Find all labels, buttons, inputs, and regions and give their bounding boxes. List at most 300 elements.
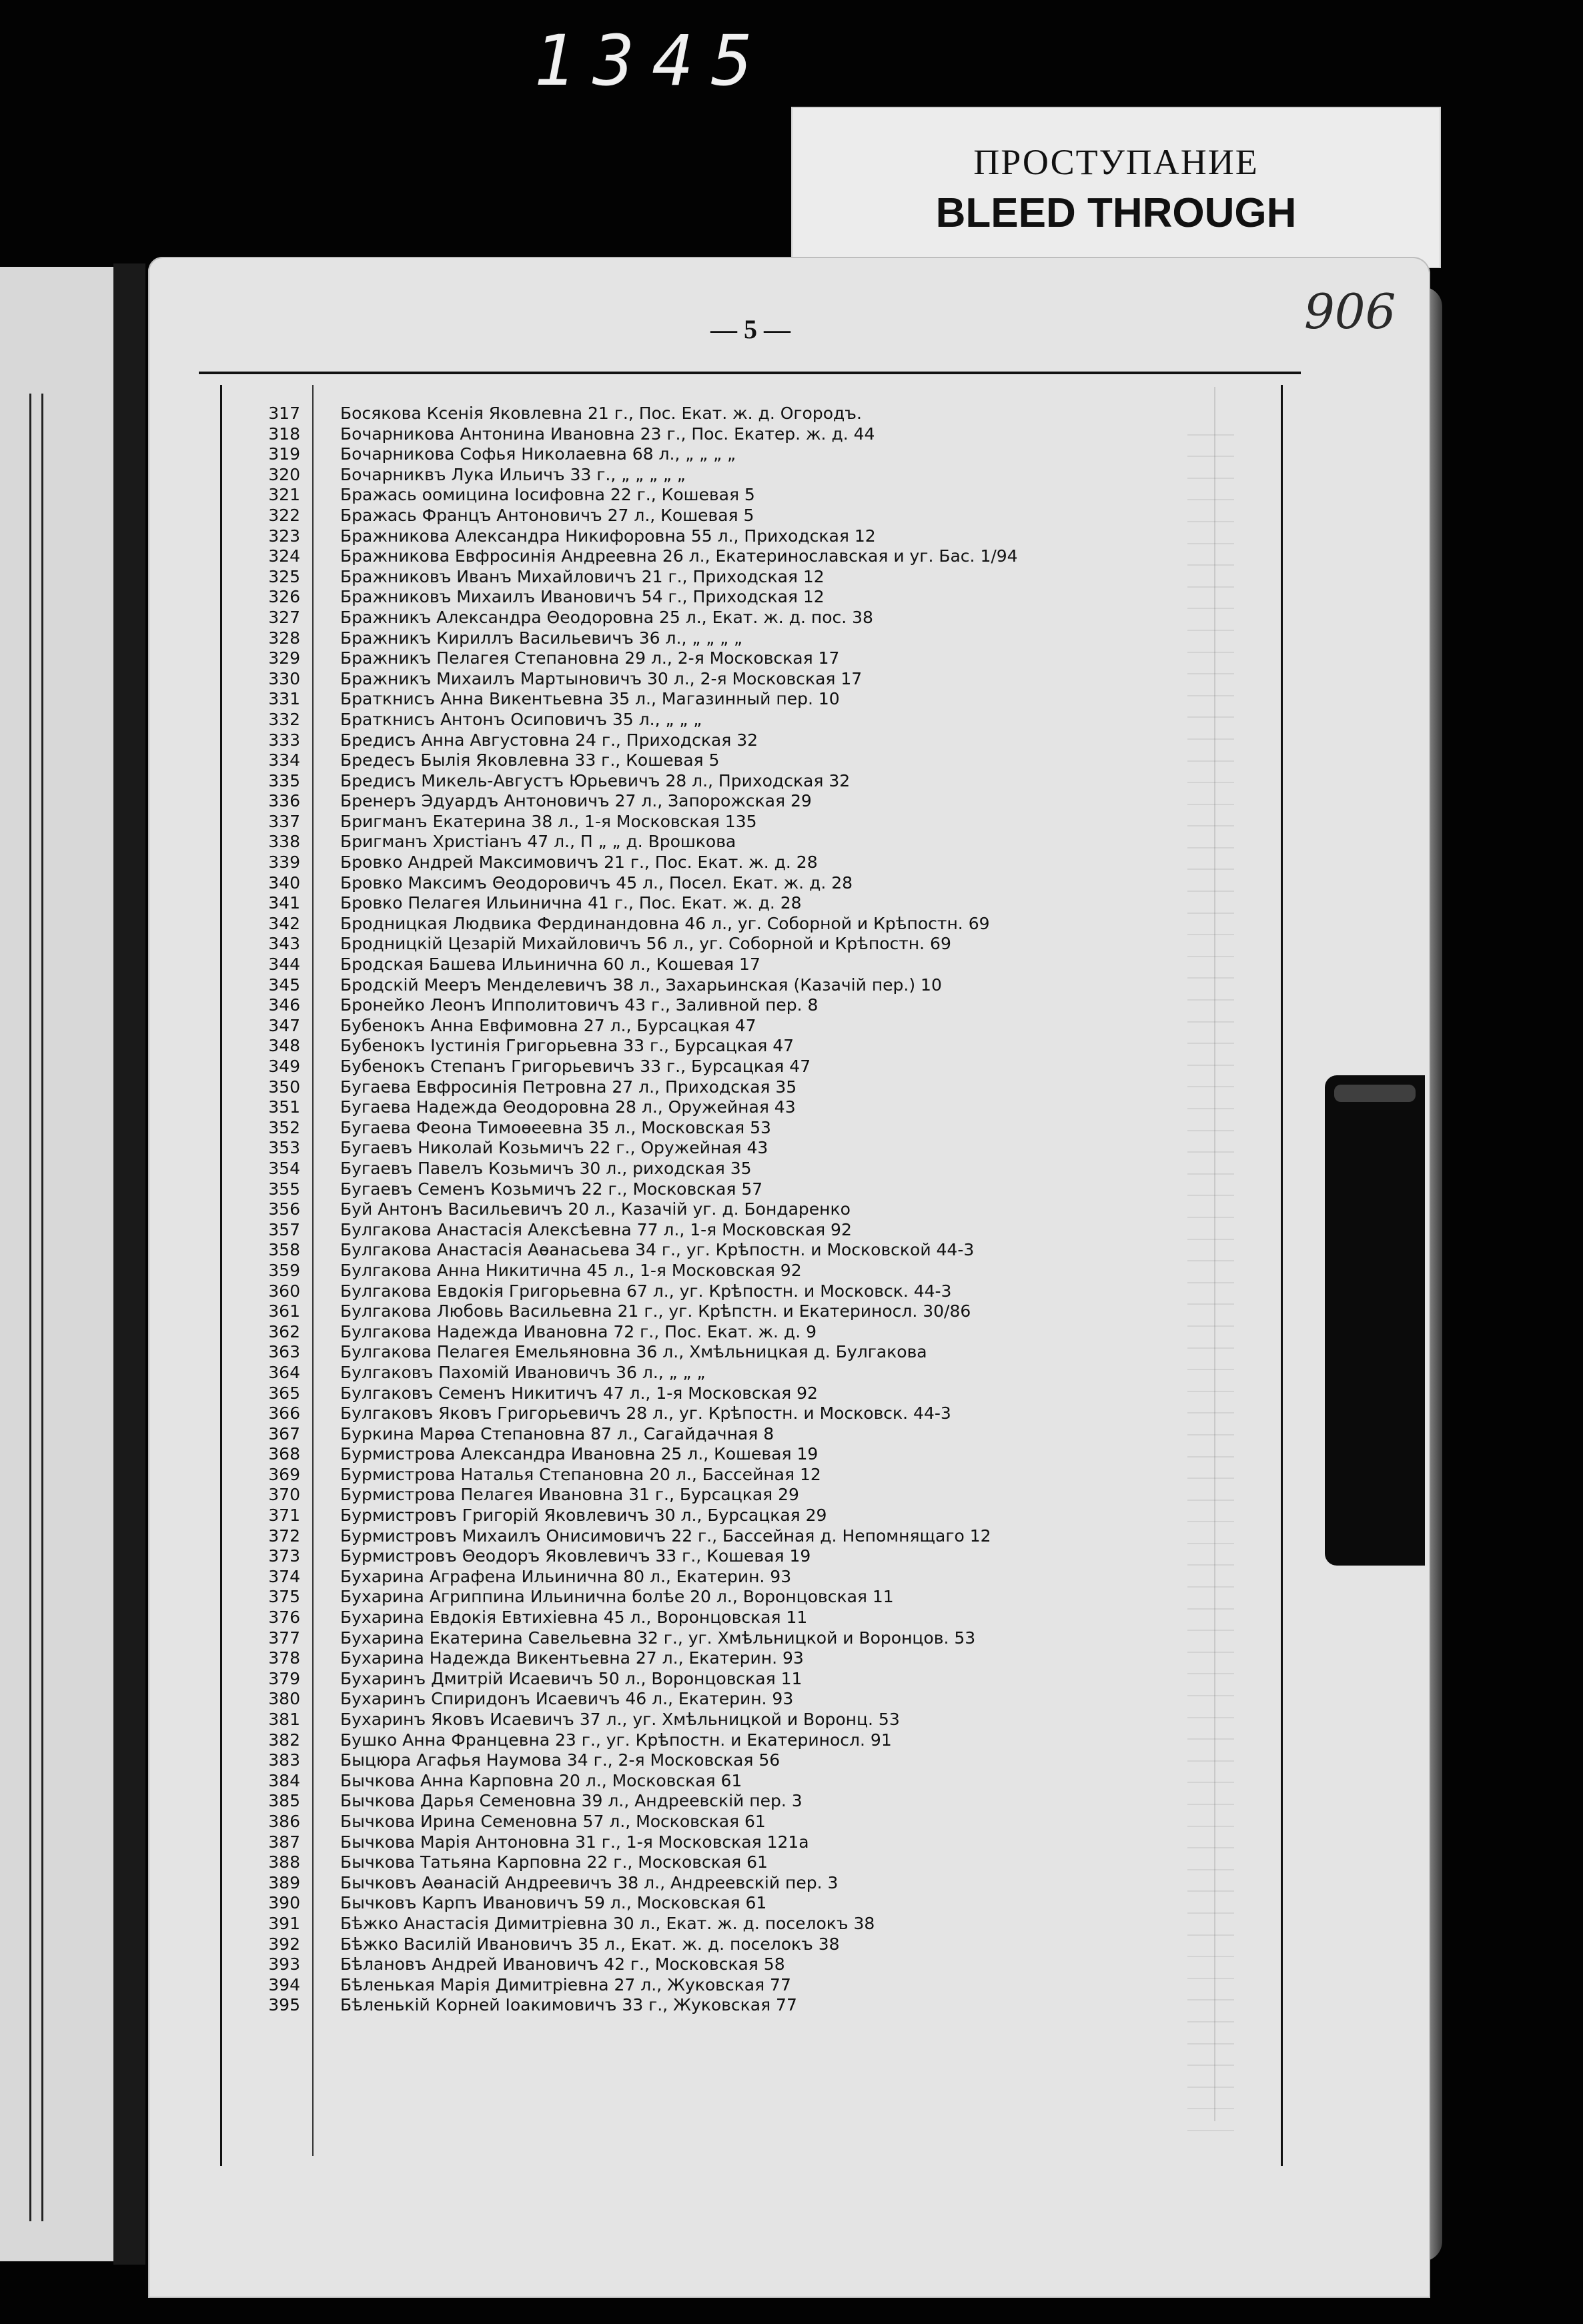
list-item bbox=[240, 648, 1187, 669]
entry-text: Бригманъ Христіанъ 47 л., П „ „ д. Врошкова bbox=[340, 832, 736, 852]
entry-number: 326 bbox=[268, 587, 300, 607]
entry-text: Бровко Пелагея Ильинична 41 г., Пос. Екат. ж. д. 28 bbox=[340, 893, 802, 913]
entry-text: Бычковъ Карпъ Ивановичъ 59 л., Московская 61 bbox=[340, 1893, 767, 1913]
entry-number: 323 bbox=[268, 526, 300, 546]
entry-text: Босякова Ксенія Яковлевна 21 г., Пос. Екат. ж. д. Огородъ. bbox=[340, 404, 862, 423]
bleed-ghost-line bbox=[1187, 848, 1234, 870]
entry-number: 334 bbox=[268, 750, 300, 770]
bleed-ghost-line bbox=[1187, 1066, 1234, 1088]
list-item bbox=[240, 832, 1187, 852]
entry-number: 346 bbox=[268, 995, 300, 1015]
entry-text: Бражникъ Михаилъ Мартыновичъ 30 л., 2-я Московская 17 bbox=[340, 668, 863, 688]
list-item bbox=[240, 1424, 1187, 1445]
list-item bbox=[240, 1730, 1187, 1751]
bleed-ghost-line bbox=[1187, 1610, 1234, 1632]
entry-text: Булгакова Анастасія Аѳанасьева 34 г., уг. Крѣпостн. и Московской 44-3 bbox=[340, 1240, 975, 1260]
binder-clip bbox=[1325, 1075, 1425, 1566]
list-item bbox=[240, 669, 1187, 690]
entry-text: Быцюра Агафья Наумова 34 г., 2-я Московская 56 bbox=[340, 1750, 780, 1770]
list-item bbox=[240, 710, 1187, 730]
bleed-ghost-line bbox=[1187, 783, 1234, 805]
entry-text: Бурмистрова Пелагея Ивановна 31 г., Бурсацкая 29 bbox=[340, 1485, 799, 1505]
list-item bbox=[240, 1852, 1187, 1873]
bleed-ghost-line bbox=[1187, 1413, 1234, 1435]
bleed-ghost-line bbox=[1187, 1740, 1234, 1762]
bleed-ghost-line bbox=[1187, 1501, 1234, 1523]
entry-number: 393 bbox=[268, 1954, 300, 1974]
bleed-ghost-line bbox=[1187, 1392, 1234, 1414]
entry-text: Бычкова Дарья Семеновна 39 л., Андреевскій пер. 3 bbox=[340, 1791, 803, 1811]
bleed-ghost-line bbox=[1187, 1458, 1234, 1480]
list-item bbox=[240, 1485, 1187, 1506]
entry-text: Бровко Андрей Максимовичъ 21 г., Пос. Екат. ж. д. 28 bbox=[340, 852, 818, 873]
entry-number: 329 bbox=[268, 648, 300, 668]
entry-number: 328 bbox=[268, 628, 300, 648]
entry-number: 332 bbox=[268, 709, 300, 729]
entry-text: Бурмистровъ Θеодоръ Яковлевичъ 33 г., Кошевая 19 bbox=[340, 1546, 811, 1566]
bleed-ghost-line bbox=[1187, 1653, 1234, 1675]
list-item bbox=[240, 1077, 1187, 1098]
entry-number: 354 bbox=[268, 1158, 300, 1178]
list-item bbox=[240, 444, 1187, 465]
entry-text: Бугаевъ Николай Козьмичъ 22 г., Оружейная 43 bbox=[340, 1138, 768, 1158]
bleed-ghost-line bbox=[1187, 805, 1234, 827]
entry-number: 340 bbox=[268, 873, 300, 893]
entry-number: 373 bbox=[268, 1546, 300, 1566]
entry-text: Бражниковъ Иванъ Михайловичъ 21 г., Приходская 12 bbox=[340, 566, 825, 586]
entry-number: 395 bbox=[268, 1995, 300, 2015]
list-item bbox=[240, 934, 1187, 955]
bleed-ghost-line bbox=[1187, 1762, 1234, 1784]
entry-number: 385 bbox=[268, 1791, 300, 1811]
resident-list bbox=[240, 404, 1187, 2016]
entry-number: 353 bbox=[268, 1138, 300, 1158]
entry-number: 367 bbox=[268, 1423, 300, 1443]
bleed-ghost-line bbox=[1187, 522, 1234, 544]
list-item bbox=[240, 1567, 1187, 1588]
list-item bbox=[240, 1240, 1187, 1261]
bleed-ghost-line bbox=[1187, 1957, 1234, 1979]
list-item bbox=[240, 689, 1187, 710]
entry-text: Бугаева Евфросинія Петровна 27 л., Приходская 35 bbox=[340, 1077, 797, 1097]
bleed-ghost-line bbox=[1187, 1892, 1234, 1914]
entry-text: Бухарина Агриппина Ильинична болѣе 20 л., Воронцовская 11 bbox=[340, 1587, 894, 1607]
list-item bbox=[240, 914, 1187, 935]
bleed-ghost-line bbox=[1187, 1196, 1234, 1218]
entry-number: 355 bbox=[268, 1179, 300, 1199]
entry-number: 344 bbox=[268, 955, 300, 975]
list-item bbox=[240, 995, 1187, 1016]
bleed-ghost-line bbox=[1187, 1848, 1234, 1870]
entry-number: 319 bbox=[268, 444, 300, 464]
bleed-ghost-line bbox=[1187, 653, 1234, 675]
entry-number: 390 bbox=[268, 1893, 300, 1913]
list-item bbox=[240, 1261, 1187, 1281]
list-item bbox=[240, 1220, 1187, 1241]
entry-text: Булгакова Пелагея Емельяновна 36 л., Хмѣльницкая д. Булгакова bbox=[340, 1342, 927, 1362]
bleed-ghost-line bbox=[1187, 500, 1234, 522]
bleed-ghost-line bbox=[1187, 1087, 1234, 1109]
entry-number: 388 bbox=[268, 1852, 300, 1872]
entry-text: Бродскій Мееръ Менделевичъ 38 л., Захарьинская (Казачій пер.) 10 bbox=[340, 975, 942, 995]
bleed-ghost-line bbox=[1187, 1240, 1234, 1262]
bleed-ghost-line bbox=[1187, 1044, 1234, 1066]
bleed-ghost-line bbox=[1187, 1218, 1234, 1240]
entry-text: Булгакова Анна Никитична 45 л., 1-я Московская 92 bbox=[340, 1260, 802, 1280]
entry-number: 341 bbox=[268, 893, 300, 913]
bleed-ghost-line bbox=[1187, 1305, 1234, 1327]
bleed-ghost-line bbox=[1187, 1261, 1234, 1283]
entry-number: 320 bbox=[268, 464, 300, 484]
entry-number: 383 bbox=[268, 1750, 300, 1770]
frame-right-rule bbox=[1281, 385, 1283, 2166]
list-item bbox=[240, 1669, 1187, 1690]
bleed-ghost-line bbox=[1187, 1349, 1234, 1371]
bleed-ghost-line bbox=[1187, 1566, 1234, 1588]
entry-number: 357 bbox=[268, 1219, 300, 1239]
entry-number: 331 bbox=[268, 689, 300, 709]
bleed-ghost-line bbox=[1187, 2066, 1234, 2088]
list-item bbox=[240, 1526, 1187, 1547]
entry-text: Бредисъ Микель-Августъ Юрьевичъ 28 л., Приходская 32 bbox=[340, 770, 851, 790]
entry-text: Браткнисъ Анна Викентьевна 35 л., Магазинный пер. 10 bbox=[340, 689, 840, 709]
list-item bbox=[240, 1546, 1187, 1567]
list-item bbox=[240, 404, 1187, 424]
entry-number: 358 bbox=[268, 1240, 300, 1260]
entry-number: 337 bbox=[268, 811, 300, 831]
entry-text: Бродницкій Цезарій Михайловичъ 56 л., уг. Соборной и Крѣпостн. 69 bbox=[340, 934, 951, 954]
entry-text: Бродская Башева Ильинична 60 л., Кошевая 17 bbox=[340, 955, 760, 975]
entry-text: Булгаковъ Яковъ Григорьевичъ 28 л., уг. Крѣпостн. и Московск. 44-3 bbox=[340, 1403, 951, 1423]
list-item bbox=[240, 1281, 1187, 1302]
entry-number: 343 bbox=[268, 934, 300, 954]
bleed-ghost-line bbox=[1187, 1979, 1234, 2001]
entry-text: Бубенокъ Степанъ Григорьевичъ 33 г., Бурсацкая 47 bbox=[340, 1057, 811, 1076]
entry-number: 322 bbox=[268, 505, 300, 525]
entry-text: Бригманъ Екатерина 38 л., 1-я Московская 135 bbox=[340, 811, 757, 831]
list-item bbox=[240, 567, 1187, 588]
entry-text: Бѣлановъ Андрей Ивановичъ 42 г., Московская 58 bbox=[340, 1954, 785, 1974]
bleed-ghost-line bbox=[1187, 1936, 1234, 1958]
bleed-through-target-card bbox=[791, 107, 1441, 268]
entry-number: 378 bbox=[268, 1648, 300, 1668]
bleed-ghost-line bbox=[1187, 870, 1234, 892]
entry-number: 327 bbox=[268, 607, 300, 627]
entry-text: Бронейко Леонъ Ипполитовичъ 43 г., Заливной пер. 8 bbox=[340, 995, 819, 1015]
entry-number: 371 bbox=[268, 1506, 300, 1526]
entry-text: Бочарниквъ Лука Ильичъ 33 г., „ „ „ „ „ bbox=[340, 464, 686, 484]
list-item bbox=[240, 628, 1187, 649]
bleed-ghost-line bbox=[1187, 1718, 1234, 1740]
entry-number: 350 bbox=[268, 1077, 300, 1097]
list-item bbox=[240, 1791, 1187, 1812]
entry-text: Бугаевъ Павелъ Козьмичъ 30 л., риходская 35 bbox=[340, 1158, 752, 1178]
entry-number: 392 bbox=[268, 1934, 300, 1954]
entry-text: Бражась Францъ Антоновичъ 27 л., Кошевая 5 bbox=[340, 505, 754, 525]
frame-left-rule bbox=[220, 385, 222, 2166]
entry-text: Бухарина Аграфена Ильинична 80 л., Екатерин. 93 bbox=[340, 1566, 792, 1586]
entry-text: Браткнисъ Антонъ Осиповичъ 35 л., „ „ „ bbox=[340, 709, 702, 729]
entry-text: Бражникова Александра Никифоровна 55 л., Приходская 12 bbox=[340, 526, 876, 546]
list-item bbox=[240, 1322, 1187, 1343]
bleed-ghost-line bbox=[1187, 674, 1234, 696]
entry-text: Бушко Анна Францевна 23 г., уг. Крѣпостн. и Екатериносл. 91 bbox=[340, 1730, 892, 1750]
entry-number: 356 bbox=[268, 1199, 300, 1219]
entry-text: Булгакова Евдокія Григорьевна 67 л., уг. Крѣпостн. и Московск. 44-3 bbox=[340, 1281, 952, 1301]
entry-number: 389 bbox=[268, 1872, 300, 1892]
target-label-english: BLEED THROUGH bbox=[935, 190, 1297, 236]
entry-text: Булгакова Любовь Васильевна 21 г., уг. Крѣпстн. и Екатериносл. 30/86 bbox=[340, 1301, 971, 1321]
entry-text: Булгаковъ Пахомій Ивановичъ 36 л., „ „ „ bbox=[340, 1362, 706, 1382]
list-item bbox=[240, 1648, 1187, 1669]
bleed-ghost-line bbox=[1187, 1370, 1234, 1392]
list-item bbox=[240, 1608, 1187, 1628]
entry-number: 330 bbox=[268, 668, 300, 688]
entry-text: Бычкова Ирина Семеновна 57 л., Московская 61 bbox=[340, 1811, 766, 1831]
bleed-ghost-line bbox=[1187, 1001, 1234, 1023]
list-item bbox=[240, 587, 1187, 608]
bleed-ghost-line bbox=[1187, 1914, 1234, 1936]
list-item bbox=[240, 546, 1187, 567]
entry-text: Бурмистровъ Григорій Яковлевичъ 30 л., Бурсацкая 29 bbox=[340, 1506, 827, 1526]
entry-number: 364 bbox=[268, 1362, 300, 1382]
entry-text: Бугаева Феона Тимоѳеевна 35 л., Московская 53 bbox=[340, 1117, 771, 1137]
entry-text: Бубенокъ Іустинія Григорьевна 33 г., Бурсацкая 47 bbox=[340, 1036, 795, 1056]
entry-number: 365 bbox=[268, 1383, 300, 1403]
entry-number: 380 bbox=[268, 1689, 300, 1709]
list-item bbox=[240, 873, 1187, 894]
bleed-ghost-line bbox=[1187, 2000, 1234, 2022]
target-label-russian: ПРОСТУПАНИЕ bbox=[973, 142, 1259, 182]
list-item bbox=[240, 1975, 1187, 1996]
entry-text: Бражась оомицина Іосифовна 22 г., Кошевая 5 bbox=[340, 485, 755, 505]
list-item bbox=[240, 465, 1187, 486]
entry-text: Бугаевъ Семенъ Козьмичъ 22 г., Московская 57 bbox=[340, 1179, 763, 1199]
entry-text: Бражникъ Александра Θеодоровна 25 л., Екат. ж. д. пос. 38 bbox=[340, 607, 873, 627]
entry-number: 360 bbox=[268, 1281, 300, 1301]
entry-number: 321 bbox=[268, 485, 300, 505]
film-frame-number: 1345 bbox=[534, 20, 770, 101]
bleed-ghost-line bbox=[1187, 414, 1234, 436]
bleed-ghost-line bbox=[1187, 436, 1234, 458]
entry-number: 335 bbox=[268, 770, 300, 790]
bleed-ghost-line bbox=[1187, 457, 1234, 479]
entry-text: Бровко Максимъ Θеодоровичъ 45 л., Посел. Екат. ж. д. 28 bbox=[340, 873, 853, 893]
entry-number: 324 bbox=[268, 546, 300, 566]
list-item bbox=[240, 1506, 1187, 1526]
book-gutter bbox=[113, 263, 145, 2265]
page-number: — 5 — bbox=[710, 314, 790, 344]
list-item bbox=[240, 1914, 1187, 1934]
entry-text: Бурмистрова Александра Ивановна 25 л., Кошевая 19 bbox=[340, 1444, 819, 1464]
bleed-ghost-line bbox=[1187, 1544, 1234, 1566]
list-item bbox=[240, 1710, 1187, 1730]
bleed-ghost-line bbox=[1187, 740, 1234, 762]
adjacent-page-strip bbox=[0, 267, 113, 2261]
entry-text: Бугаева Надежда Θеодоровна 28 л., Оружейная 43 bbox=[340, 1097, 796, 1117]
entry-text: Бухарина Евдокія Евтихіевна 45 л., Воронцовская 11 bbox=[340, 1608, 808, 1628]
entry-text: Буркина Марѳа Степановна 87 л., Сагайдачная 8 bbox=[340, 1423, 774, 1443]
bleed-ghost-line bbox=[1187, 1631, 1234, 1653]
list-item bbox=[240, 1444, 1187, 1465]
list-item bbox=[240, 893, 1187, 914]
list-item bbox=[240, 1036, 1187, 1057]
bleed-ghost-line bbox=[1187, 1674, 1234, 1696]
entry-text: Бухаринъ Спиридонъ Исаевичъ 46 л., Екатерин. 93 bbox=[340, 1689, 794, 1709]
entry-text: Бредисъ Анна Августовна 24 г., Приходская 32 bbox=[340, 730, 758, 750]
entry-number: 381 bbox=[268, 1710, 300, 1729]
list-item bbox=[240, 1118, 1187, 1139]
bleed-ghost-line bbox=[1187, 1131, 1234, 1153]
list-item bbox=[240, 1750, 1187, 1771]
bleed-ghost-line bbox=[1187, 1327, 1234, 1349]
list-item bbox=[240, 1934, 1187, 1955]
bleed-ghost-line bbox=[1187, 979, 1234, 1001]
entry-text: Бухарина Надежда Викентьевна 27 л., Екатерин. 93 bbox=[340, 1648, 804, 1668]
entry-number: 369 bbox=[268, 1464, 300, 1484]
list-item bbox=[240, 1628, 1187, 1649]
list-item bbox=[240, 1587, 1187, 1608]
list-item bbox=[240, 485, 1187, 506]
bleed-ghost-line bbox=[1187, 1479, 1234, 1501]
bleed-ghost-line bbox=[1187, 2088, 1234, 2110]
list-item bbox=[240, 1199, 1187, 1220]
list-item bbox=[240, 1873, 1187, 1894]
bleed-ghost-line bbox=[1187, 935, 1234, 957]
entry-text: Бубенокъ Анна Евфимовна 27 л., Бурсацкая 47 bbox=[340, 1015, 756, 1035]
list-item bbox=[240, 1812, 1187, 1832]
list-item bbox=[240, 608, 1187, 628]
entry-number: 377 bbox=[268, 1628, 300, 1648]
bleed-ghost-line bbox=[1187, 566, 1234, 588]
entry-number: 372 bbox=[268, 1526, 300, 1546]
list-item bbox=[240, 955, 1187, 975]
entry-number: 366 bbox=[268, 1403, 300, 1423]
entry-number: 348 bbox=[268, 1036, 300, 1056]
list-item bbox=[240, 1159, 1187, 1179]
adjacent-page-rule bbox=[29, 394, 31, 2221]
entry-text: Бѣжко Анастасія Димитріевна 30 л., Екат. ж. д. поселокъ 38 bbox=[340, 1913, 875, 1933]
entry-number: 361 bbox=[268, 1301, 300, 1321]
bleed-ghost-line bbox=[1187, 1435, 1234, 1458]
entry-text: Бражникъ Пелагея Степановна 29 л., 2-я Московская 17 bbox=[340, 648, 840, 668]
entry-number: 362 bbox=[268, 1321, 300, 1341]
list-item bbox=[240, 1465, 1187, 1486]
entry-text: Бродницкая Людвика Фердинандовна 46 л., уг. Соборной и Крѣпостн. 69 bbox=[340, 913, 990, 933]
entry-number: 342 bbox=[268, 913, 300, 933]
entry-number: 374 bbox=[268, 1566, 300, 1586]
list-item bbox=[240, 812, 1187, 832]
entry-number: 349 bbox=[268, 1057, 300, 1076]
list-item bbox=[240, 1995, 1187, 2016]
entry-text: Булгакова Надежда Ивановна 72 г., Пос. Екат. ж. д. 9 bbox=[340, 1321, 817, 1341]
bleed-ghost-line bbox=[1187, 1283, 1234, 1305]
list-item bbox=[240, 1179, 1187, 1200]
entry-number: 339 bbox=[268, 852, 300, 873]
bleed-ghost-line bbox=[1187, 1023, 1234, 1045]
bleed-ghost-line bbox=[1187, 1109, 1234, 1131]
entry-text: Бурмистрова Наталья Степановна 20 л., Бассейная 12 bbox=[340, 1464, 821, 1484]
list-item bbox=[240, 1301, 1187, 1322]
entry-number: 359 bbox=[268, 1260, 300, 1280]
bleed-ghost-line bbox=[1187, 1153, 1234, 1175]
list-item bbox=[240, 1057, 1187, 1077]
list-item bbox=[240, 791, 1187, 812]
list-item bbox=[240, 1383, 1187, 1404]
entry-text: Бражникъ Кириллъ Васильевичъ 36 л., „ „ „ „ bbox=[340, 628, 742, 648]
list-item bbox=[240, 1097, 1187, 1118]
list-item bbox=[240, 852, 1187, 873]
header-rule bbox=[199, 372, 1301, 374]
entry-text: Бѣленькая Марія Димитріевна 27 л., Жуковская 77 bbox=[340, 1974, 791, 1994]
bleed-ghost-line bbox=[1187, 479, 1234, 501]
entry-text: Булгакова Анастасія Алексѣевна 77 л., 1-я Московская 92 bbox=[340, 1219, 852, 1239]
entry-number: 384 bbox=[268, 1770, 300, 1790]
bleed-ghost-line bbox=[1187, 826, 1234, 848]
entry-number: 370 bbox=[268, 1485, 300, 1505]
entry-text: Бурмистровъ Михаилъ Онисимовичъ 22 г., Бассейная д. Непомнящаго 12 bbox=[340, 1526, 991, 1546]
bleed-ghost-line bbox=[1187, 1175, 1234, 1197]
entry-number: 351 bbox=[268, 1097, 300, 1117]
entry-text: Бухарина Екатерина Савельевна 32 г., уг. Хмѣльницкой и Воронцов. 53 bbox=[340, 1628, 976, 1648]
entry-text: Бочарникова Софья Николаевна 68 л., „ „ „ „ bbox=[340, 444, 736, 464]
entry-number: 394 bbox=[268, 1974, 300, 1994]
bleed-ghost-line bbox=[1187, 1827, 1234, 1849]
entry-number: 386 bbox=[268, 1811, 300, 1831]
entry-number: 336 bbox=[268, 791, 300, 811]
list-item bbox=[240, 1016, 1187, 1037]
list-item bbox=[240, 1342, 1187, 1363]
bleed-ghost-line bbox=[1187, 2022, 1234, 2045]
entry-number: 368 bbox=[268, 1444, 300, 1464]
list-item bbox=[240, 1363, 1187, 1383]
entry-number: 387 bbox=[268, 1832, 300, 1852]
list-item bbox=[240, 771, 1187, 792]
entry-number: 363 bbox=[268, 1342, 300, 1362]
list-item bbox=[240, 526, 1187, 547]
entry-number: 317 bbox=[268, 404, 300, 423]
entry-text: Бычковъ Аѳанасій Андреевичъ 38 л., Андреевскій пер. 3 bbox=[340, 1872, 839, 1892]
bleed-ghost-line bbox=[1187, 914, 1234, 936]
binder-clip-highlight bbox=[1334, 1085, 1416, 1102]
bleed-ghost-line bbox=[1187, 762, 1234, 784]
entry-text: Бухаринъ Яковъ Исаевичъ 37 л., уг. Хмѣльницкой и Воронц. 53 bbox=[340, 1710, 900, 1729]
list-item bbox=[240, 975, 1187, 996]
list-item bbox=[240, 1689, 1187, 1710]
entry-text: Бочарникова Антонина Ивановна 23 г., Пос. Екатер. ж. д. 44 bbox=[340, 424, 875, 444]
bleed-ghost-line bbox=[1187, 696, 1234, 718]
bleed-ghost-line bbox=[1187, 1588, 1234, 1610]
bleed-ghost-line bbox=[1187, 1522, 1234, 1544]
entry-text: Бражниковъ Михаилъ Ивановичъ 54 г., Приходская 12 bbox=[340, 587, 825, 607]
handwritten-folio-number: 906 bbox=[1304, 283, 1396, 340]
entry-number: 379 bbox=[268, 1668, 300, 1688]
entry-text: Бренеръ Эдуардъ Антоновичъ 27 л., Запорожская 29 bbox=[340, 791, 812, 811]
entry-number: 352 bbox=[268, 1117, 300, 1137]
bleed-ghost-line bbox=[1187, 1783, 1234, 1805]
entry-number: 391 bbox=[268, 1913, 300, 1933]
bleed-ghost-line bbox=[1187, 2109, 1234, 2131]
entry-number: 338 bbox=[268, 832, 300, 852]
entry-text: Бычкова Анна Карповна 20 л., Московская 61 bbox=[340, 1770, 742, 1790]
list-item bbox=[240, 1832, 1187, 1853]
bleed-through-ghost-lines bbox=[1187, 414, 1267, 2095]
entry-number: 345 bbox=[268, 975, 300, 995]
entry-number: 375 bbox=[268, 1587, 300, 1607]
list-item bbox=[240, 1403, 1187, 1424]
entry-text: Бухаринъ Дмитрій Исаевичъ 50 л., Воронцовская 11 bbox=[340, 1668, 803, 1688]
list-item bbox=[240, 424, 1187, 445]
